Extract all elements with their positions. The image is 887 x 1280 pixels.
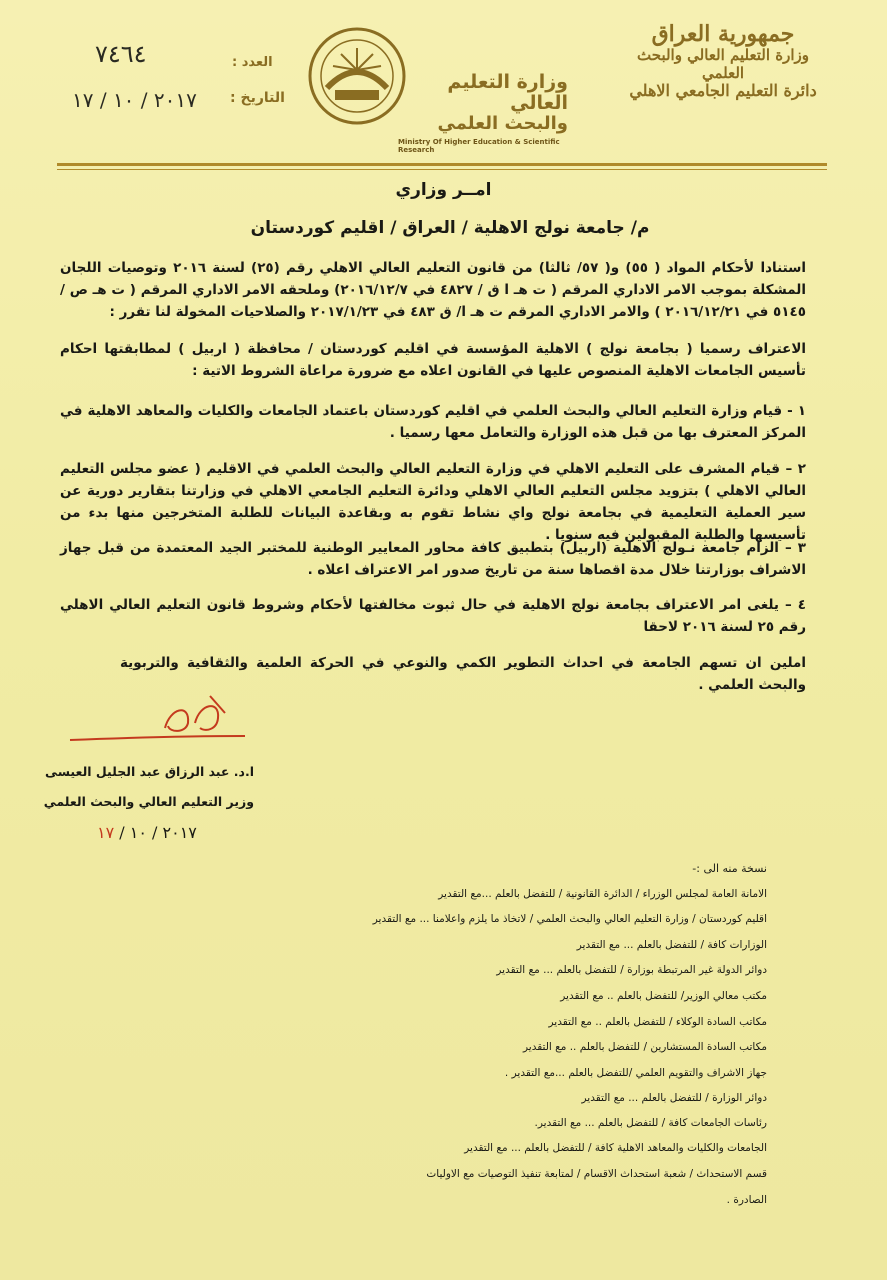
condition-1: ١ - قيام وزارة التعليم العالي والبحث العلمي في اقليم كوردستان باعتماد الجامعات والكليات والمعاهد الاهلية في المركز المعترف بها من قبل هذه الوزارة والتعامل معها رسميا . (60, 403, 806, 441)
ministry-logo-icon (307, 26, 407, 126)
copy-to-item: رئاسات الجامعات كافة / للتفضل بالعلم ... مع التقدير. (534, 1117, 767, 1129)
copy-to-item: الجامعات والكليات والمعاهد الاهلية كافة / للتفضل بالعلم ... مع التقدير (464, 1142, 767, 1154)
header-divider-thin (57, 169, 827, 170)
copy-to-item: جهاز الاشراف والتقويم العلمي /للتفضل بالعلم ...مع التقدير . (504, 1067, 767, 1079)
ministry-title-en: Ministry Of Higher Education & Scientific Research (398, 137, 560, 154)
copy-to-item: دوائر الوزارة / للتفضل بالعلم ... مع التقدير (581, 1092, 767, 1104)
republic-line-2: وزارة التعليم العالي والبحث العلمي (637, 46, 809, 82)
preamble-paragraph: استنادا لأحكام المواد ( ٥٥) و( ٥٧/ ثالثا) من قانون التعليم العالي الاهلي رقم (٢٥) لسنة ٢٠١٦ وتوصيات اللجان المشكلة بموجب الامر الاداري المرقم ( ت هـ ا ق / ٤٨٢٧ في ٢٠١٦/١٢/٧) وملحقه الامر الاداري المرقم ( ت هـ ص /٥١٤٥ في ٢٠١٦/١٢/٢١ ) والامر الاداري المرقم ت هـ ا/ ق ٤٨٣ في ٢٠١٧/١/٢٣ والصلاحيات المخولة لنا تقرر : (60, 260, 807, 320)
date-label: التاريخ : (230, 90, 285, 106)
ministry-block (398, 72, 568, 154)
header-divider (57, 163, 827, 166)
signature-date (97, 823, 197, 842)
number-label: العدد : (232, 55, 273, 70)
copy-to-item: مكاتب السادة الوكلاء / للتفضل بالعلم .. مع التقدير (548, 1016, 767, 1028)
document-subject: م/ جامعة نولج الاهلية / العراق / اقليم كوردستان (250, 218, 650, 238)
condition-4: ٤ – يلغى امر الاعتراف بجامعة نولج الاهلية في حال ثبوت مخالفتها لأحكام وشروط قانون التعليم العالي الاهلي رقم ٢٥ لسنة ٢٠١٦ لاحقا (60, 597, 806, 635)
copy-to-heading: نسخة منه الى :- (692, 862, 767, 875)
ministry-title-2: والبحث العلمي (437, 112, 568, 134)
ministry-title-1: وزارة التعليم العالي (447, 71, 568, 114)
closing-paragraph: املين ان تسهم الجامعة في احداث التطوير الكمي والنوعي في الحركة العلمية والثقافية والتربوية والبحث العلمي . (120, 655, 806, 693)
republic-header (618, 22, 828, 100)
copy-to-item: الوزارات كافة / للتفضل بالعلم ... مع التقدير (576, 939, 767, 951)
date-value: ٢٠١٧ / ١٠ / ١٧ (72, 88, 197, 112)
copy-to-item: الامانة العامة لمجلس الوزراء / الدائرة القانونية / للتفضل بالعلم ...مع التقدير (438, 888, 767, 900)
signatory-name: ا.د. عبد الرزاق عبد الجليل العيسى (45, 764, 254, 779)
copy-to-item: قسم الاستحداث / شعبة استحداث الاقسام / لمتابعة تنفيذ التوصيات مع الاوليات (426, 1168, 767, 1180)
copy-to-item: دوائر الدولة غير المرتبطة بوزارة / للتفضل بالعلم ... مع التقدير (496, 964, 767, 976)
copy-to-item: الصادرة . (726, 1194, 767, 1206)
signature-date-rest: ٢٠١٧ / ١٠ / (119, 823, 197, 842)
recognition-paragraph: الاعتراف رسميا ( بجامعة نولج ) الاهلية المؤسسة في اقليم كوردستان / محافظة ( اربيل ) لمطابقتها احكام تأسيس الجامعات الاهلية المنصوص عليها في القانون اعلاه مع ضرورة مراعاة الشروط الاتية : (60, 341, 806, 379)
copy-to-item: مكتب معالي الوزير/ للتفضل بالعلم .. مع التقدير (560, 990, 767, 1002)
republic-line-1: جمهورية العراق (651, 21, 795, 47)
condition-2: ٢ – قيام المشرف على التعليم الاهلي في وزارة التعليم العالي والبحث العلمي في الاقليم ( عضو مجلس التعليم العالي الاهلي ) بتزويد مجلس التعليم العالي الاهلي ودائرة التعليم الجامعي الاهلي في وزارتنا بتقارير دورية عن سير العملية التعليمية في بجامعة نولج واي نشاط تقوم به وبقاعدة البيانات للطلبة المتخرجين منها بدء من تأسيسها والطلبة المقبولين فيه سنويا . (60, 461, 806, 543)
signature-icon (60, 688, 250, 758)
condition-3: ٣ – الزام جامعة نـولج الاهلية (اربيل) بتطبيق كافة محاور المعايير الوطنية للمختبر الجيد المعتمدة من قبل جهاز الاشراف بوزارتنا خلال مدة اقصاها سنة من تاريخ صدور امر الاعتراف اعلاه . (60, 540, 806, 578)
signature-date-day: ١٧ (97, 823, 115, 842)
signatory-position: وزير التعليم العالي والبحث العلمي (43, 794, 254, 809)
republic-line-3: دائرة التعليم الجامعي الاهلي (629, 80, 817, 100)
document-title: امــر وزاري (395, 180, 492, 200)
number-value: ٧٤٦٤ (95, 40, 147, 68)
copy-to-item: مكاتب السادة المستشارين / للتفضل بالعلم .. مع التقدير (522, 1041, 767, 1053)
copy-to-item: اقليم كوردستان / وزارة التعليم العالي والبحث العلمي / لاتخاذ ما يلزم واعلامنا ... مع التقدير (372, 913, 767, 925)
